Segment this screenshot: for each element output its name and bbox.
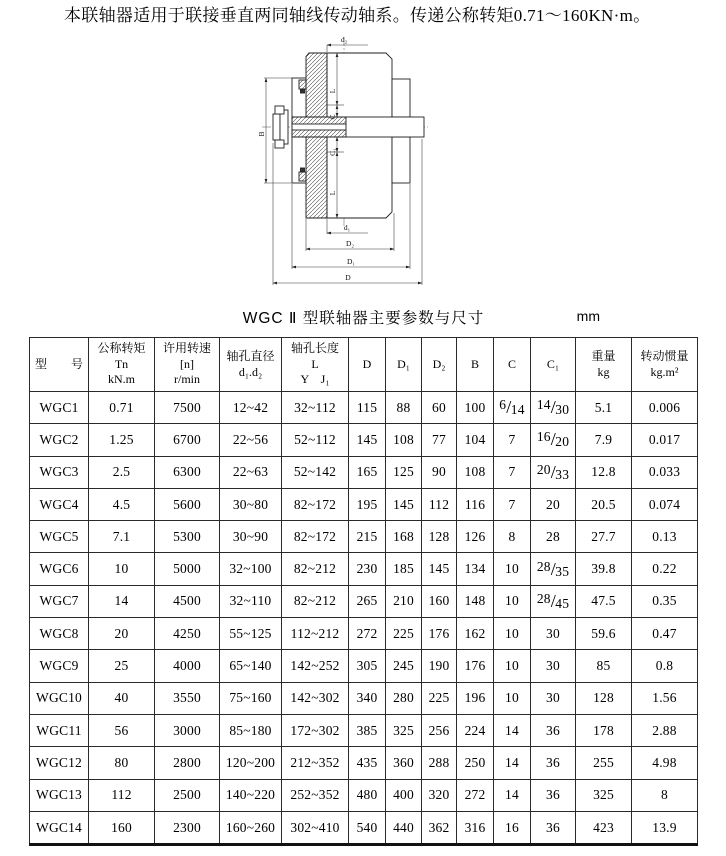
value-cell: 52~142 — [282, 456, 349, 488]
table-unit-label: mm — [576, 308, 600, 324]
value-cell: 320 — [422, 779, 457, 811]
value-cell: 120~200 — [220, 747, 282, 779]
value-cell: 142~252 — [282, 650, 349, 682]
value-cell: 0.22 — [632, 553, 698, 585]
value-cell: 7.9 — [576, 424, 632, 456]
column-header: 轴孔直径 d₁.d₂ — [220, 338, 282, 392]
value-cell: 85~180 — [220, 714, 282, 746]
value-cell: 8 — [494, 521, 531, 553]
model-cell: WGC3 — [30, 456, 89, 488]
value-cell: 145 — [386, 488, 422, 520]
value-cell: 32~110 — [220, 585, 282, 617]
value-cell: 325 — [386, 714, 422, 746]
column-header: 许用转速 [n] r/min — [155, 338, 220, 392]
value-cell: 20 — [89, 618, 155, 650]
table-row — [30, 682, 698, 714]
value-cell: 250 — [457, 747, 494, 779]
value-cell: 77 — [422, 424, 457, 456]
value-cell: 540 — [349, 811, 386, 844]
value-cell: 128 — [576, 682, 632, 714]
value-cell: 30 — [531, 650, 576, 682]
value-cell: 265 — [349, 585, 386, 617]
model-cell: WGC2 — [30, 424, 89, 456]
table-header — [30, 338, 698, 392]
value-cell: 82~172 — [282, 488, 349, 520]
value-cell: 28/35 — [531, 553, 576, 585]
value-cell: 360 — [386, 747, 422, 779]
value-cell: 435 — [349, 747, 386, 779]
column-header: D₂ — [422, 338, 457, 392]
table-row — [30, 392, 698, 424]
value-cell: 14 — [494, 747, 531, 779]
value-cell: 4500 — [155, 585, 220, 617]
value-cell: 22~56 — [220, 424, 282, 456]
value-cell: 256 — [422, 714, 457, 746]
model-cell: WGC12 — [30, 747, 89, 779]
model-cell: WGC7 — [30, 585, 89, 617]
value-cell: 30 — [531, 618, 576, 650]
value-cell: 100 — [457, 392, 494, 424]
value-cell: 47.5 — [576, 585, 632, 617]
value-cell: 162 — [457, 618, 494, 650]
model-cell: WGC8 — [30, 618, 89, 650]
model-cell: WGC13 — [30, 779, 89, 811]
value-cell: 0.13 — [632, 521, 698, 553]
value-cell: 305 — [349, 650, 386, 682]
dim-label-l-top: L — [328, 88, 337, 94]
value-cell: 13.9 — [632, 811, 698, 844]
model-cell: WGC11 — [30, 714, 89, 746]
table-row — [30, 714, 698, 746]
value-cell: 39.8 — [576, 553, 632, 585]
value-cell: 12~42 — [220, 392, 282, 424]
value-cell: 4000 — [155, 650, 220, 682]
table-caption — [29, 304, 698, 334]
value-cell: 75~160 — [220, 682, 282, 714]
value-cell: 28 — [531, 521, 576, 553]
value-cell: 2800 — [155, 747, 220, 779]
value-cell: 55~125 — [220, 618, 282, 650]
value-cell: 82~212 — [282, 585, 349, 617]
value-cell: 316 — [457, 811, 494, 844]
value-cell: 185 — [386, 553, 422, 585]
value-cell: 224 — [457, 714, 494, 746]
value-cell: 176 — [457, 650, 494, 682]
value-cell: 0.71 — [89, 392, 155, 424]
value-cell: 14 — [494, 714, 531, 746]
dim-label-c1: C₁ — [328, 148, 337, 156]
table-row — [30, 585, 698, 617]
value-cell: 400 — [386, 779, 422, 811]
column-header: 轴孔长度 L Y J₁ — [282, 338, 349, 392]
value-cell: 20/33 — [531, 456, 576, 488]
value-cell: 27.7 — [576, 521, 632, 553]
value-cell: 36 — [531, 779, 576, 811]
model-cell: WGC10 — [30, 682, 89, 714]
value-cell: 88 — [386, 392, 422, 424]
table-row — [30, 779, 698, 811]
value-cell: 0.35 — [632, 585, 698, 617]
value-cell: 3000 — [155, 714, 220, 746]
value-cell: 4250 — [155, 618, 220, 650]
value-cell: 20 — [531, 488, 576, 520]
column-header: 转动惯量 kg.m² — [632, 338, 698, 392]
value-cell: 423 — [576, 811, 632, 844]
value-cell: 190 — [422, 650, 457, 682]
value-cell: 225 — [386, 618, 422, 650]
value-cell: 80 — [89, 747, 155, 779]
value-cell: 125 — [386, 456, 422, 488]
value-cell: 2300 — [155, 811, 220, 844]
value-cell: 104 — [457, 424, 494, 456]
value-cell: 480 — [349, 779, 386, 811]
value-cell: 165 — [349, 456, 386, 488]
dim-label-D2: D₂ — [345, 239, 355, 248]
value-cell: 116 — [457, 488, 494, 520]
value-cell: 0.006 — [632, 392, 698, 424]
value-cell: 0.033 — [632, 456, 698, 488]
value-cell: 2.5 — [89, 456, 155, 488]
value-cell: 16 — [494, 811, 531, 844]
value-cell: 56 — [89, 714, 155, 746]
value-cell: 340 — [349, 682, 386, 714]
value-cell: 168 — [386, 521, 422, 553]
model-cell: WGC5 — [30, 521, 89, 553]
model-cell: WGC1 — [30, 392, 89, 424]
value-cell: 196 — [457, 682, 494, 714]
dim-label-b: B — [257, 131, 266, 137]
table-row — [30, 618, 698, 650]
value-cell: 82~172 — [282, 521, 349, 553]
value-cell: 10 — [494, 553, 531, 585]
value-cell: 252~352 — [282, 779, 349, 811]
value-cell: 140~220 — [220, 779, 282, 811]
dim-label-d2: d₂ — [340, 35, 348, 44]
coupling-drawing — [256, 31, 432, 295]
value-cell: 160 — [422, 585, 457, 617]
column-header: D — [349, 338, 386, 392]
column-header: 重量 kg — [576, 338, 632, 392]
dim-label-D1: D₁ — [346, 257, 356, 266]
value-cell: 288 — [422, 747, 457, 779]
value-cell: 52~112 — [282, 424, 349, 456]
value-cell: 134 — [457, 553, 494, 585]
value-cell: 160~260 — [220, 811, 282, 844]
model-cell: WGC9 — [30, 650, 89, 682]
value-cell: 85 — [576, 650, 632, 682]
value-cell: 32~100 — [220, 553, 282, 585]
value-cell: 0.074 — [632, 488, 698, 520]
value-cell: 40 — [89, 682, 155, 714]
value-cell: 7500 — [155, 392, 220, 424]
value-cell: 32~112 — [282, 392, 349, 424]
parameters-table — [29, 337, 698, 846]
value-cell: 14/30 — [531, 392, 576, 424]
value-cell: 0.8 — [632, 650, 698, 682]
value-cell: 36 — [531, 747, 576, 779]
value-cell: 59.6 — [576, 618, 632, 650]
value-cell: 5000 — [155, 553, 220, 585]
value-cell: 5.1 — [576, 392, 632, 424]
value-cell: 255 — [576, 747, 632, 779]
value-cell: 2.88 — [632, 714, 698, 746]
value-cell: 6700 — [155, 424, 220, 456]
value-cell: 272 — [457, 779, 494, 811]
value-cell: 10 — [89, 553, 155, 585]
value-cell: 112 — [422, 488, 457, 520]
dim-label-D: D — [345, 273, 351, 282]
value-cell: 126 — [457, 521, 494, 553]
value-cell: 4.5 — [89, 488, 155, 520]
value-cell: 90 — [422, 456, 457, 488]
dim-label-c: C — [328, 114, 337, 120]
value-cell: 1.25 — [89, 424, 155, 456]
value-cell: 1.56 — [632, 682, 698, 714]
header-row — [30, 338, 698, 392]
column-header: B — [457, 338, 494, 392]
value-cell: 30 — [531, 682, 576, 714]
value-cell: 112~212 — [282, 618, 349, 650]
table-row — [30, 650, 698, 682]
value-cell: 362 — [422, 811, 457, 844]
value-cell: 145 — [422, 553, 457, 585]
value-cell: 10 — [494, 650, 531, 682]
model-cell: WGC14 — [30, 811, 89, 844]
table-row — [30, 456, 698, 488]
value-cell: 60 — [422, 392, 457, 424]
value-cell: 440 — [386, 811, 422, 844]
value-cell: 176 — [422, 618, 457, 650]
value-cell: 7 — [494, 456, 531, 488]
value-cell: 22~63 — [220, 456, 282, 488]
value-cell: 65~140 — [220, 650, 282, 682]
value-cell: 14 — [494, 779, 531, 811]
value-cell: 6/14 — [494, 392, 531, 424]
value-cell: 3550 — [155, 682, 220, 714]
dim-label-d1: d₁ — [343, 223, 351, 232]
value-cell: 178 — [576, 714, 632, 746]
value-cell: 30~90 — [220, 521, 282, 553]
column-header: 公称转矩 Tn kN.m — [89, 338, 155, 392]
value-cell: 12.8 — [576, 456, 632, 488]
value-cell: 225 — [422, 682, 457, 714]
model-cell: WGC6 — [30, 553, 89, 585]
value-cell: 30~80 — [220, 488, 282, 520]
value-cell: 215 — [349, 521, 386, 553]
value-cell: 108 — [457, 456, 494, 488]
value-cell: 172~302 — [282, 714, 349, 746]
value-cell: 272 — [349, 618, 386, 650]
column-header: C — [494, 338, 531, 392]
column-header: 型 号 — [30, 338, 89, 392]
value-cell: 7.1 — [89, 521, 155, 553]
dim-label-l-bottom: L — [328, 190, 337, 196]
value-cell: 385 — [349, 714, 386, 746]
value-cell: 0.47 — [632, 618, 698, 650]
intro-text: 本联轴器适用于联接垂直两同轴线传动轴系。传递公称转矩0.71～160KN·m。 — [64, 6, 651, 25]
coupling-diagram — [256, 31, 432, 295]
value-cell: 82~212 — [282, 553, 349, 585]
value-cell: 230 — [349, 553, 386, 585]
table-body — [30, 392, 698, 845]
value-cell: 2500 — [155, 779, 220, 811]
column-header: C₁ — [531, 338, 576, 392]
value-cell: 160 — [89, 811, 155, 844]
value-cell: 0.017 — [632, 424, 698, 456]
value-cell: 142~302 — [282, 682, 349, 714]
table-row — [30, 553, 698, 585]
value-cell: 148 — [457, 585, 494, 617]
table-row — [30, 747, 698, 779]
value-cell: 115 — [349, 392, 386, 424]
value-cell: 36 — [531, 714, 576, 746]
value-cell: 10 — [494, 682, 531, 714]
value-cell: 245 — [386, 650, 422, 682]
value-cell: 6300 — [155, 456, 220, 488]
value-cell: 128 — [422, 521, 457, 553]
value-cell: 7 — [494, 488, 531, 520]
coupling-bodies — [273, 53, 424, 218]
value-cell: 280 — [386, 682, 422, 714]
table-row — [30, 488, 698, 520]
value-cell: 108 — [386, 424, 422, 456]
value-cell: 36 — [531, 811, 576, 844]
value-cell: 195 — [349, 488, 386, 520]
value-cell: 112 — [89, 779, 155, 811]
table-row — [30, 424, 698, 456]
value-cell: 28/45 — [531, 585, 576, 617]
value-cell: 210 — [386, 585, 422, 617]
value-cell: 4.98 — [632, 747, 698, 779]
table-title: WGC Ⅱ 型联轴器主要参数与尺寸 — [242, 310, 485, 327]
column-header: D₁ — [386, 338, 422, 392]
value-cell: 14 — [89, 585, 155, 617]
table-row — [30, 811, 698, 844]
value-cell: 16/20 — [531, 424, 576, 456]
model-cell: WGC4 — [30, 488, 89, 520]
value-cell: 5300 — [155, 521, 220, 553]
value-cell: 212~352 — [282, 747, 349, 779]
value-cell: 302~410 — [282, 811, 349, 844]
value-cell: 10 — [494, 618, 531, 650]
value-cell: 25 — [89, 650, 155, 682]
value-cell: 7 — [494, 424, 531, 456]
value-cell: 145 — [349, 424, 386, 456]
value-cell: 20.5 — [576, 488, 632, 520]
value-cell: 325 — [576, 779, 632, 811]
value-cell: 8 — [632, 779, 698, 811]
table-row — [30, 521, 698, 553]
value-cell: 5600 — [155, 488, 220, 520]
value-cell: 10 — [494, 585, 531, 617]
